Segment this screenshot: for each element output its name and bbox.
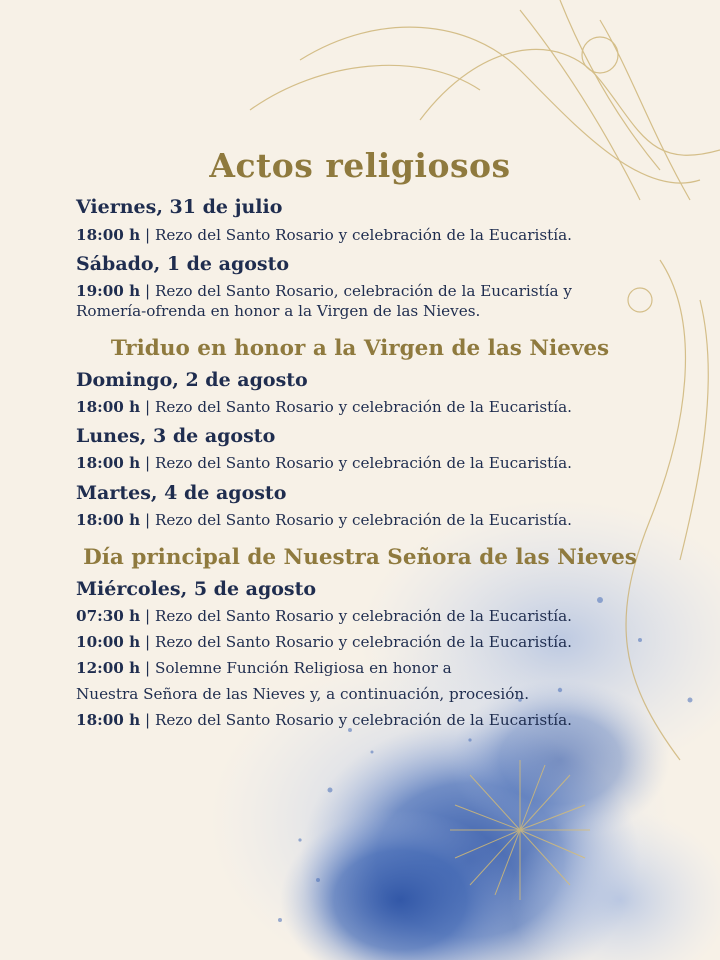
event-line	[76, 398, 572, 416]
separator: |	[140, 511, 155, 529]
separator: |	[140, 282, 155, 300]
event-time: 19:00 h	[76, 282, 141, 300]
day-date: Miércoles, 5 de agosto	[76, 578, 317, 600]
event-time: 07:30 h	[76, 607, 141, 625]
separator: |	[140, 454, 155, 472]
event-time: 12:00 h	[76, 659, 141, 677]
event-description: Rezo del Santo Rosario y celebración de la Eucaristía.	[155, 454, 572, 472]
day-date: Martes, 4 de agosto	[76, 482, 287, 504]
separator: |	[140, 607, 155, 625]
event-line	[76, 659, 452, 677]
event-description: Rezo del Santo Rosario y celebración de la Eucaristía.	[155, 511, 572, 529]
section-heading-triduo: Triduo en honor a la Virgen de las Nieves	[110, 336, 610, 361]
day-date: Viernes, 31 de julio	[76, 196, 283, 218]
day-date: Sábado, 1 de agosto	[76, 253, 290, 275]
separator: |	[140, 659, 155, 677]
event-description: Rezo del Santo Rosario y celebración de la Eucaristía.	[155, 226, 572, 244]
page-title: Actos religiosos	[209, 146, 511, 185]
day-date: Lunes, 3 de agosto	[76, 425, 276, 447]
event-line	[76, 282, 572, 300]
event-line	[76, 633, 572, 651]
event-description: Rezo del Santo Rosario y celebración de la Eucaristía.	[155, 398, 572, 416]
event-line-continuation: Nuestra Señora de las Nieves y, a continuación, procesión.	[76, 685, 530, 703]
event-time: 10:00 h	[76, 633, 141, 651]
event-description: Rezo del Santo Rosario, celebración de la Eucaristía y	[155, 282, 572, 300]
event-line-continuation: Romería-ofrenda en honor a la Virgen de las Nieves.	[76, 302, 481, 320]
section-heading-principal: Día principal de Nuestra Señora de las Nieves	[83, 545, 637, 570]
event-time: 18:00 h	[76, 711, 141, 729]
event-description: Rezo del Santo Rosario y celebración de la Eucaristía.	[155, 711, 572, 729]
event-line	[76, 454, 572, 472]
event-time: 18:00 h	[76, 454, 141, 472]
event-line	[76, 607, 572, 625]
event-description: Rezo del Santo Rosario y celebración de la Eucaristía.	[155, 607, 572, 625]
separator: |	[140, 398, 155, 416]
event-time: 18:00 h	[76, 511, 141, 529]
separator: |	[140, 711, 155, 729]
event-description: Solemne Función Religiosa en honor a	[155, 659, 452, 677]
separator: |	[140, 633, 155, 651]
event-line	[76, 511, 572, 529]
day-date: Domingo, 2 de agosto	[76, 369, 308, 391]
event-time: 18:00 h	[76, 226, 141, 244]
event-description: Rezo del Santo Rosario y celebración de la Eucaristía.	[155, 633, 572, 651]
event-line	[76, 711, 572, 729]
separator: |	[140, 226, 155, 244]
event-time: 18:00 h	[76, 398, 141, 416]
event-line	[76, 226, 572, 244]
